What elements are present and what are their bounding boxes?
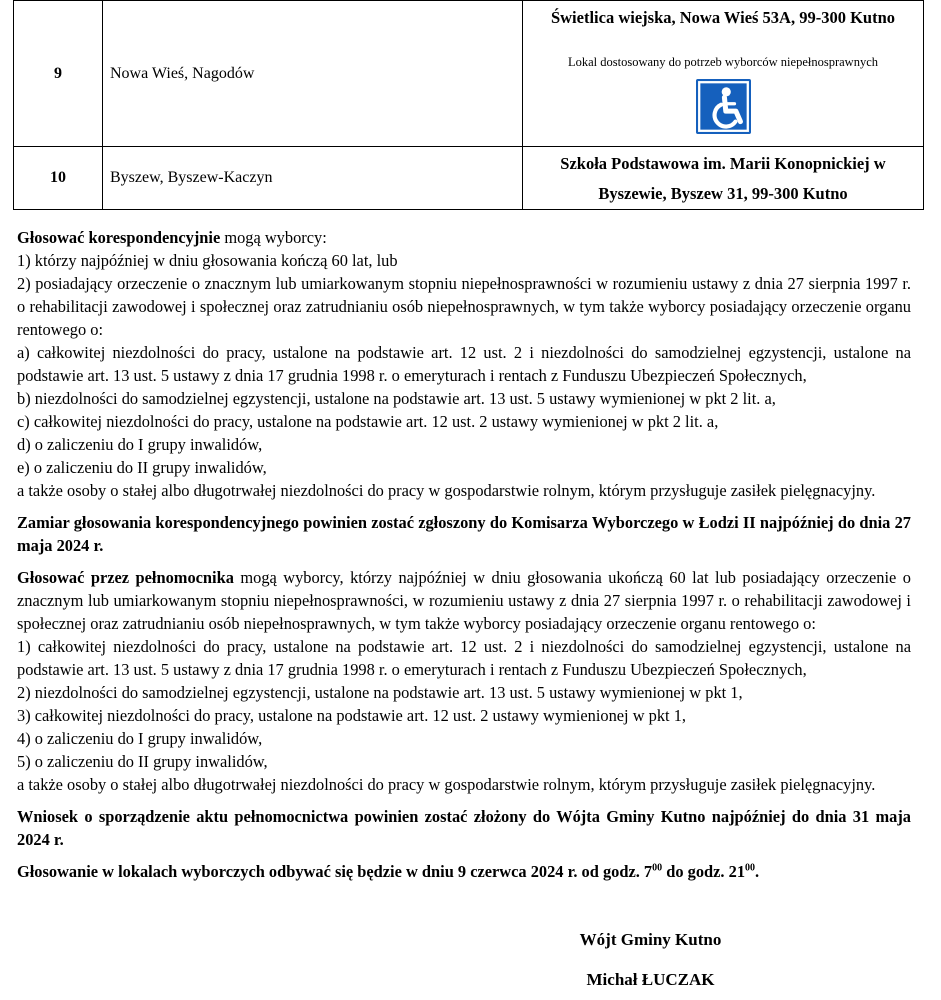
proxy-deadline-paragraph: Wniosek o sporządzenie aktu pełnomocnictwa powinien zostać złożony do Wójta Gminy Kutno najpóźniej do dnia 31 maja 2024 r.	[17, 807, 911, 849]
polling-place-cell	[523, 1, 924, 147]
list-item: 1) całkowitej niezdolności do pracy, ustalone na podstawie art. 12 ust. 2 i niezdolności do samodzielnej egzystencji, ustalone na podstawie art. 13 ust. 5 ustawy z dnia 17 grudnia 1998 r. o emeryturach i rentach z Funduszu Ubezpieczeń Społecznych,	[17, 637, 911, 679]
polling-place-address: Szkoła Podstawowa im. Marii Konopnickiej w Byszewie, Byszew 31, 99-300 Kutno	[560, 154, 886, 203]
district-number-cell: 9	[14, 1, 103, 147]
list-item: 2) posiadający orzeczenie o znacznym lub umiarkowanym stopniu niepełnosprawności w rozumieniu ustawy z dnia 27 sierpnia 1997 r. o rehabilitacji zawodowej i społecznej oraz zatrudnianiu osób niepełnosprawnych, w tym także wyborcy posiadający orzeczenie organu rentowego o:	[17, 274, 911, 339]
polling-districts-table	[13, 0, 924, 210]
voting-hours-superscript: 00	[652, 862, 663, 874]
voting-hours-text: .	[755, 862, 760, 881]
wheelchair-accessibility-icon	[523, 79, 923, 139]
list-item: a także osoby o stałej albo długotrwałej niezdolności do pracy w gospodarstwie rolnym, którym przysługuje zasiłek pielęgnacyjny.	[17, 775, 876, 794]
table-row	[14, 1, 924, 147]
list-item: b) niezdolności do samodzielnej egzystencji, ustalone na podstawie art. 13 ust. 5 ustawy wymienionej w pkt 2 lit. a,	[17, 389, 776, 408]
list-item: 4) o zaliczeniu do I grupy inwalidów,	[17, 729, 263, 748]
correspondence-voting-lead	[17, 226, 911, 249]
signer-name: Michał ŁUCZAK	[586, 970, 715, 989]
correspondence-deadline-paragraph: Zamiar głosowania korespondencyjnego powinien zostać zgłoszony do Komisarza Wyborczego w Łodzi II najpóźniej do dnia 27 maja 2024 r.	[17, 513, 911, 555]
voting-hours-text: do godz. 21	[662, 862, 746, 881]
list-item: a) całkowitej niezdolności do pracy, ustalone na podstawie art. 12 ust. 2 i niezdolności do samodzielnej egzystencji, ustalone na podstawie art. 13 ust. 5 ustawy z dnia 17 grudnia 1998 r. o emeryturach i rentach z Funduszu Ubezpieczeń Społecznych,	[17, 343, 911, 385]
list-item: e) o zaliczeniu do II grupy inwalidów,	[17, 458, 267, 477]
accessibility-note: Lokal dostosowany do potrzeb wyborców niepełnosprawnych	[568, 55, 878, 69]
district-area-cell: Byszew, Byszew-Kaczyn	[103, 147, 523, 210]
list-item: 5) o zaliczeniu do II grupy inwalidów,	[17, 752, 268, 771]
proxy-voting-heading: Głosować przez pełnomocnika	[17, 568, 234, 587]
voting-hours-superscript: 00	[745, 862, 756, 874]
signer-title: Wójt Gminy Kutno	[579, 930, 722, 949]
voting-hours-paragraph	[17, 860, 911, 883]
correspondence-voting-heading: Głosować korespondencyjnie	[17, 228, 221, 247]
list-item: 2) niezdolności do samodzielnej egzystencji, ustalone na podstawie art. 13 ust. 5 ustawy wymienionej w pkt 1,	[17, 683, 743, 702]
list-item: 3) całkowitej niezdolności do pracy, ustalone na podstawie art. 12 ust. 2 ustawy wymienionej w pkt 1,	[17, 706, 686, 725]
district-area-cell: Nowa Wieś, Nagodów	[103, 1, 523, 147]
voting-hours-text: Głosowanie w lokalach wyborczych odbywać się będzie w dniu 9 czerwca 2024 r. od godz. 7	[17, 862, 653, 881]
list-item: d) o zaliczeniu do I grupy inwalidów,	[17, 435, 263, 454]
proxy-voting-lead-rest: mogą wyborcy, którzy najpóźniej w dniu głosowania ukończą 60 lat lub posiadający orzeczenie o znacznym lub umiarkowanym stopniu niepełnosprawności, w rozumieniu ustawy z dnia 27 sierpnia 1997 r. o rehabilitacji zawodowej i społecznej oraz zatrudnianiu osób niepełnosprawnych, w tym także wyborcy posiadający orzeczenie organu rentowego o:	[17, 568, 911, 633]
proxy-voting-lead	[17, 566, 911, 635]
correspondence-voting-lead-rest: mogą wyborcy:	[220, 228, 327, 247]
table-row	[14, 147, 924, 210]
polling-place-address: Świetlica wiejska, Nowa Wieś 53A, 99-300 Kutno	[550, 8, 896, 27]
notice-body	[0, 226, 941, 883]
list-item: c) całkowitej niezdolności do pracy, ustalone na podstawie art. 12 ust. 2 ustawy wymienionej w pkt 2 lit. a,	[17, 412, 719, 431]
list-item: a także osoby o stałej albo długotrwałej niezdolności do pracy w gospodarstwie rolnym, którym przysługuje zasiłek pielęgnacyjny.	[17, 481, 876, 500]
polling-place-cell	[523, 147, 924, 210]
district-number-cell: 10	[14, 147, 103, 210]
signature-block	[458, 930, 843, 990]
list-item: 1) którzy najpóźniej w dniu głosowania kończą 60 lat, lub	[17, 251, 398, 270]
